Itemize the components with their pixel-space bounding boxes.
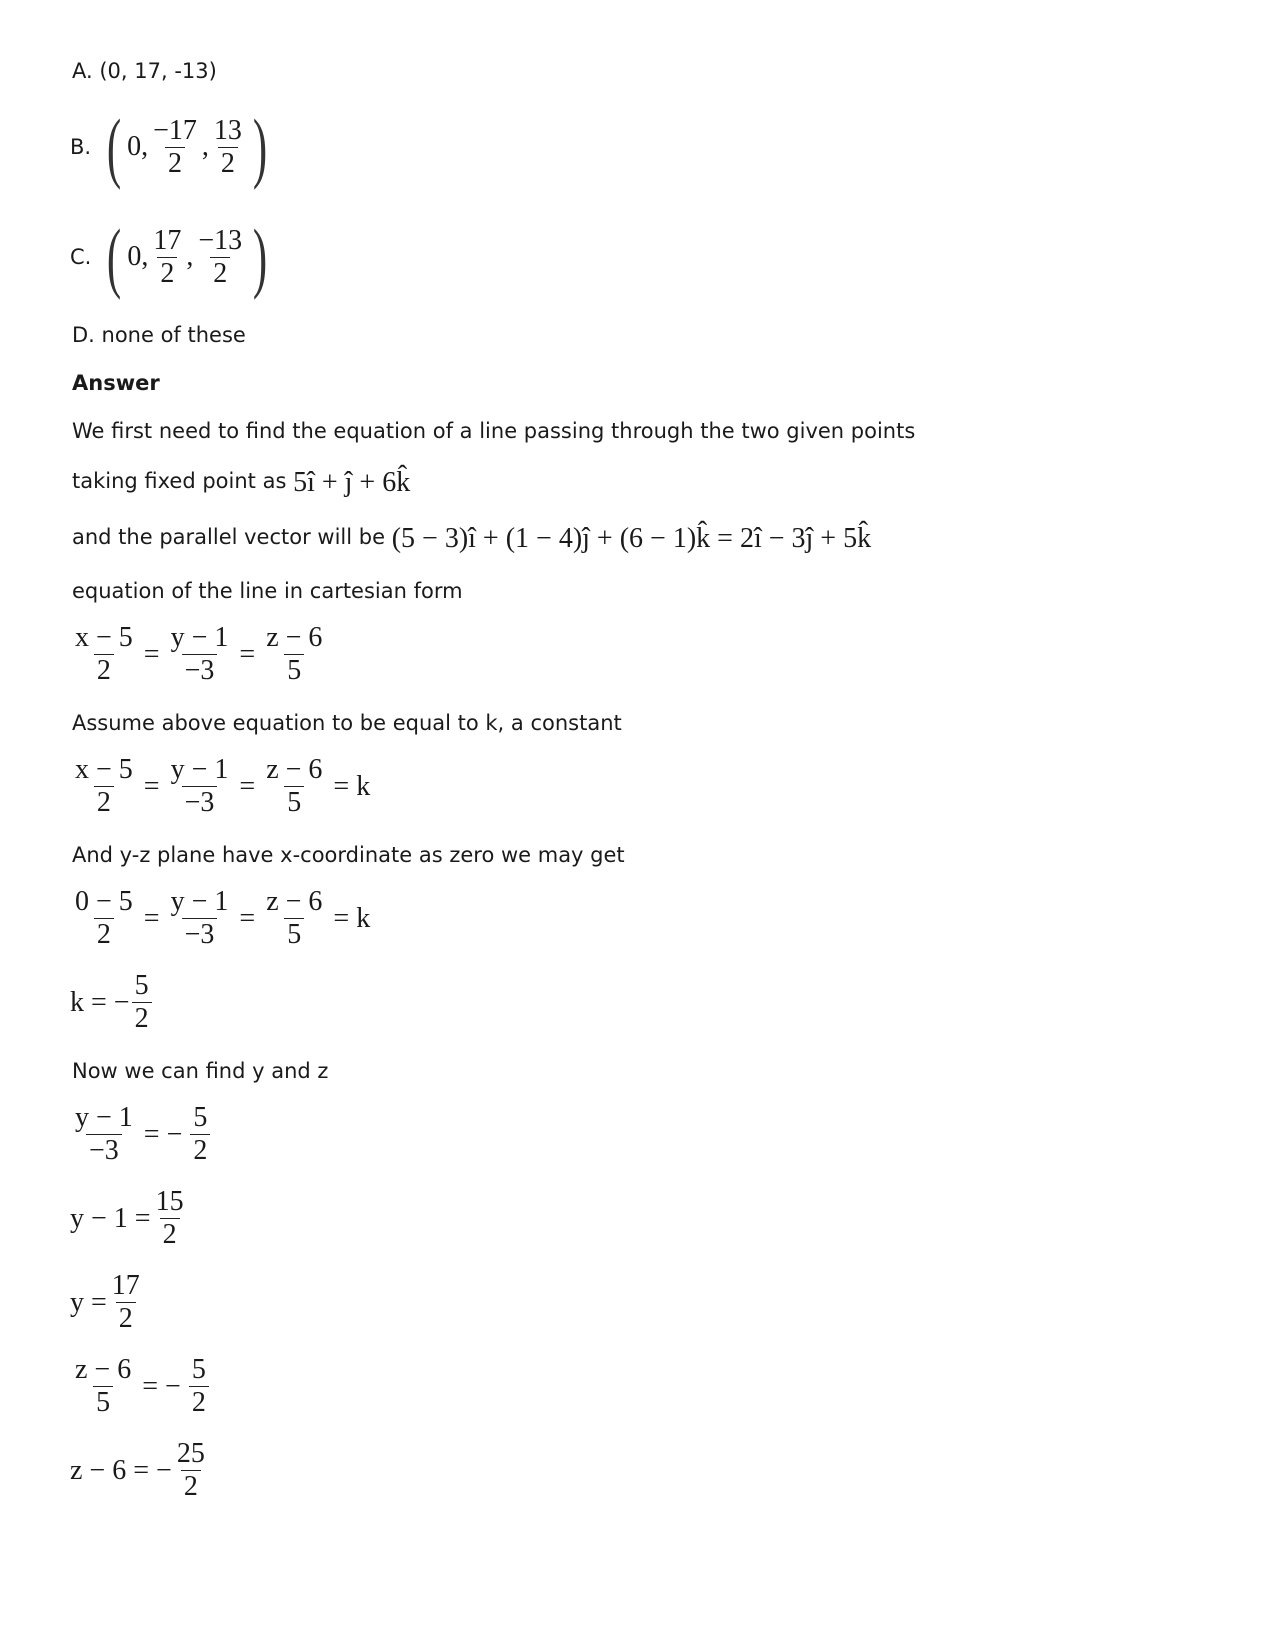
equation-cartesian: $\frac{x - 5}{2}$ = $\frac{y - 1}{-3}$ = $\frac{z - 6}{5}$ [75,622,323,686]
para-yz-plane: And y-z plane have x-coordinate as zero we may get [72,843,625,867]
equation-y-step1: $\frac{y - 1}{-3}$ = − $\frac{5}{2}$ [70,1102,212,1167]
para-parallel-vector: and the parallel vector will be (5 − 3)î + (1 − 4)ĵ + (6 − 1)k̂ = 2î − 3ĵ + 5k̂ [72,523,872,554]
para-assume-k: Assume above equation to be equal to k, a constant [72,711,622,735]
equation-equal-k: $\frac{x - 5}{2}$ = $\frac{y - 1}{-3}$ = $\frac{z - 6}{5}$ = k [75,754,371,818]
option-a: A. (0, 17, -13) [72,59,217,83]
para-cartesian: equation of the line in cartesian form [72,579,463,603]
option-b-label: B. [70,135,92,159]
option-b-math: ( 0, $\frac{-17}{2}$ , $\frac{13}{2}$ ) [106,103,268,190]
equation-z-step1: $\frac{z - 6}{5}$ = − $\frac{5}{2}$ [70,1354,211,1419]
para-fixed-point: taking fixed point as 5î + ĵ + 6k̂ [72,467,411,498]
option-d: D. none of these [72,323,246,347]
equation-y-step2: y − 1 = $\frac{15}{2}$ [70,1186,184,1250]
option-b [70,103,273,190]
option-c-math: ( 0, $\frac{17}{2}$ , $\frac{-13}{2}$ ) [107,213,268,300]
equation-x-zero: $\frac{0 - 5}{2}$ = $\frac{y - 1}{-3}$ = $\frac{z - 6}{5}$ = k [75,886,371,950]
option-c [70,213,273,300]
fixed-point-vector: 5î + ĵ + 6k̂ [293,467,411,498]
para-line-through-points: We first need to find the equation of a line passing through the two given points [72,419,916,443]
answer-heading: Answer [72,371,160,395]
option-c-label: C. [70,245,92,269]
equation-z-step2: z − 6 = − $\frac{25}{2}$ [70,1438,205,1502]
equation-k-value: k = − $\frac{5}{2}$ [70,970,154,1035]
para-find-y-z: Now we can find y and z [72,1059,329,1083]
equation-y-result: y = $\frac{17}{2}$ [70,1270,140,1334]
parallel-vector-expr: (5 − 3)î + (1 − 4)ĵ + (6 − 1)k̂ = 2î − 3ĵ + 5k̂ [391,523,872,554]
